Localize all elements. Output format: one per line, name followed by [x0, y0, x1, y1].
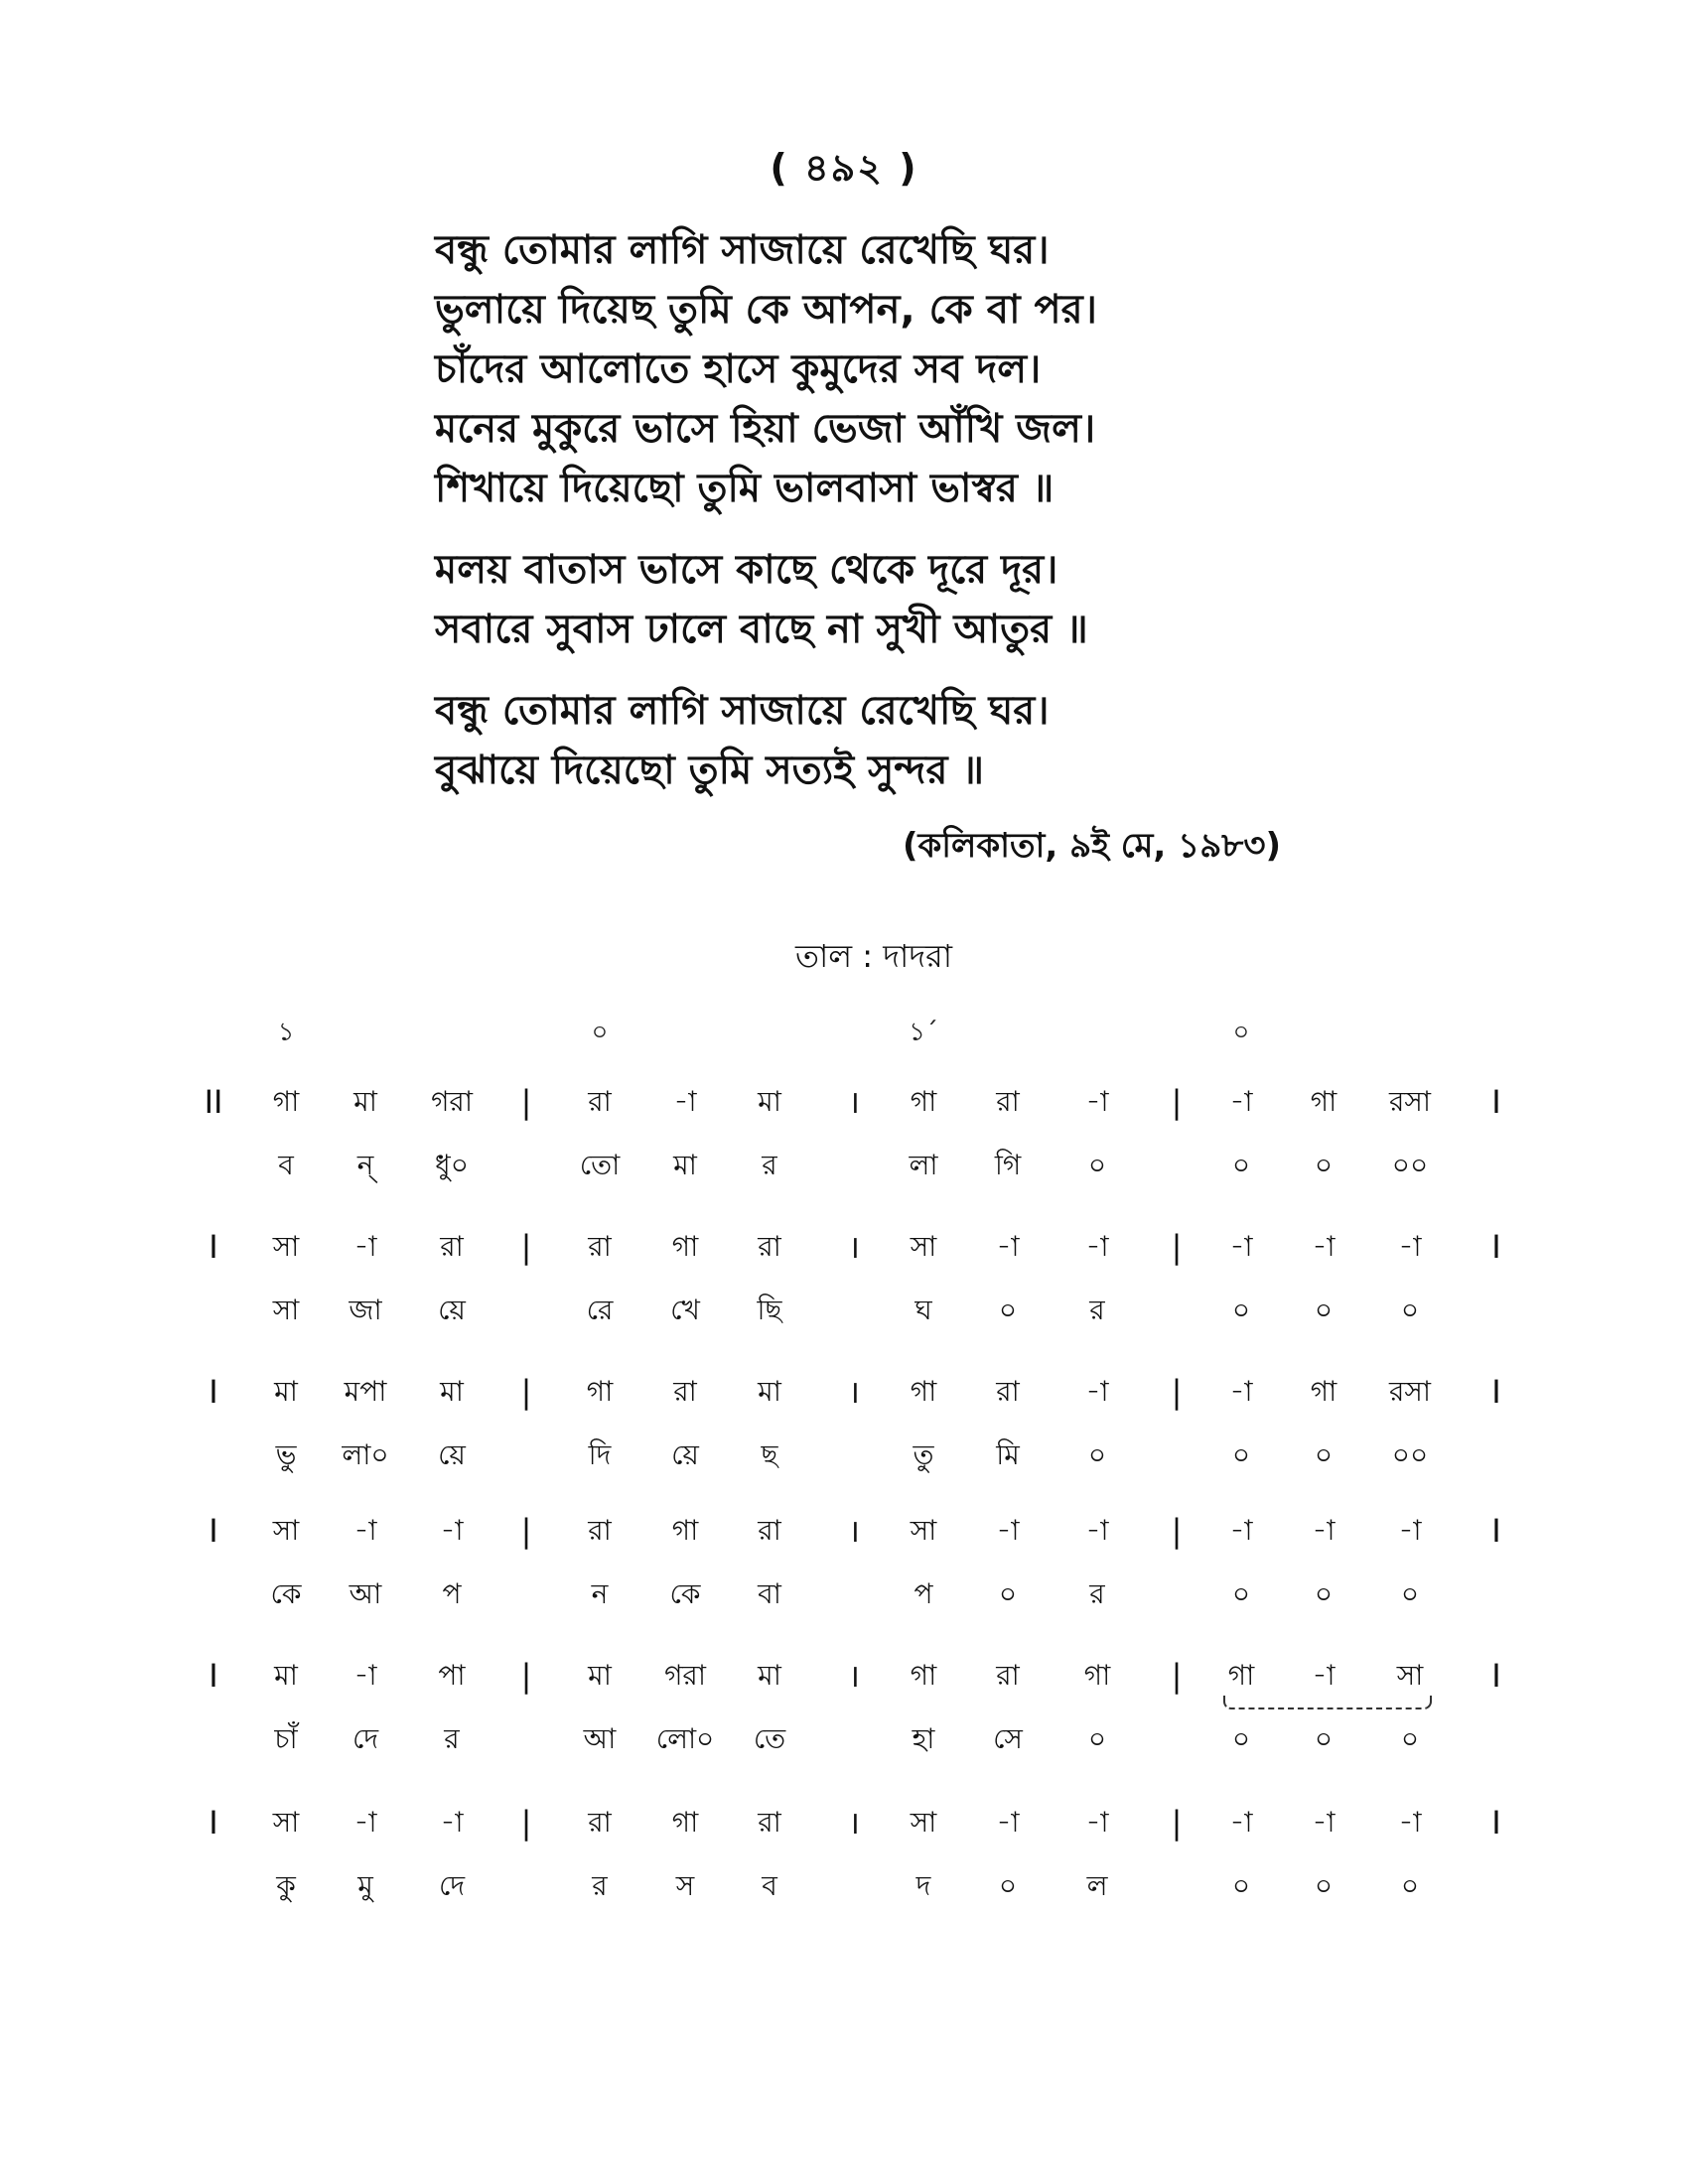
lyric-syllable: ০: [1314, 1149, 1334, 1181]
swara-note: -া: [1085, 1514, 1109, 1547]
swara-note: মা: [440, 1375, 464, 1408]
swara-note: সা: [910, 1230, 937, 1263]
swara-note: -া: [1398, 1806, 1422, 1839]
beat-separator: |: [1171, 1657, 1183, 1695]
swara-note: -া: [353, 1806, 377, 1839]
swara-note: -া: [1085, 1806, 1109, 1839]
swara-note: রসা: [1388, 1085, 1432, 1118]
lyric-syllable: ছি: [757, 1294, 782, 1326]
lyric-syllable: ০: [998, 1294, 1018, 1326]
beat-separator: |: [1171, 1512, 1183, 1550]
swara-note: -া: [1312, 1230, 1336, 1263]
lyric-syllable: মি: [996, 1438, 1020, 1471]
lyric-syllable: র: [444, 1722, 460, 1755]
lyric-syllable: ০০: [1391, 1438, 1429, 1471]
swara-note: সা: [272, 1230, 300, 1263]
lyric-syllable: ধু০: [435, 1149, 469, 1181]
lyric-syllable: ০: [1231, 1869, 1251, 1902]
swara-note: গা: [910, 1375, 937, 1408]
swara-note: মা: [758, 1085, 781, 1118]
beat-separator: ।: [847, 1083, 861, 1121]
swara-note: -া: [1398, 1514, 1422, 1547]
swara-note: সা: [910, 1806, 937, 1839]
lyric-syllable: লো০: [655, 1722, 715, 1755]
lyric-syllable: য়ে: [671, 1438, 699, 1471]
swara-note: গা: [586, 1375, 614, 1408]
swara-note: -া: [1085, 1085, 1109, 1118]
lyric-line: ভুলায়ে দিয়েছ তুমি কে আপন, কে বা পর।: [435, 287, 1097, 333]
swara-note: রা: [996, 1375, 1020, 1408]
swara-note: গা: [272, 1085, 300, 1118]
swara-note: রা: [588, 1806, 612, 1839]
swara-note: গা: [671, 1230, 699, 1263]
beat-separator: ।: [847, 1804, 861, 1842]
lyric-syllable: ন্: [356, 1149, 374, 1181]
lyric-line: বন্ধু তোমার লাগি সাজায়ে রেখেছি ঘর।: [435, 688, 1050, 734]
swara-note: রা: [440, 1230, 464, 1263]
swara-note: -া: [1312, 1806, 1336, 1839]
lyric-syllable: ০: [1400, 1869, 1420, 1902]
lyric-syllable: ০: [1400, 1294, 1420, 1326]
lyric-syllable: ০: [1087, 1149, 1107, 1181]
song-number: ( ৪৯২ ): [770, 146, 918, 190]
lyric-syllable: তো: [579, 1149, 621, 1181]
beat-separator: |: [520, 1083, 532, 1121]
row-end-barline: I: [1491, 1512, 1501, 1550]
lyric-syllable: ছ: [761, 1438, 778, 1471]
lyric-syllable: র: [1089, 1577, 1105, 1610]
swara-note: মা: [758, 1659, 781, 1692]
swara-note: রা: [673, 1375, 697, 1408]
lyric-syllable: ০: [1314, 1869, 1334, 1902]
lyric-syllable: ০: [1087, 1722, 1107, 1755]
swara-note: সা: [272, 1514, 300, 1547]
lyric-syllable: ০: [1314, 1438, 1334, 1471]
row-start-barline: I: [209, 1228, 218, 1266]
swara-note: -া: [1398, 1230, 1422, 1263]
lyric-syllable: ল: [1086, 1869, 1108, 1902]
row-end-barline: I: [1491, 1373, 1501, 1411]
row-end-barline: I: [1491, 1083, 1501, 1121]
swara-note: সা: [910, 1514, 937, 1547]
beat-separator: ।: [847, 1373, 861, 1411]
beat-separator: |: [520, 1804, 532, 1842]
swara-note: সা: [1396, 1659, 1424, 1692]
row-start-barline: I: [209, 1804, 218, 1842]
swara-note: -া: [440, 1806, 464, 1839]
swara-note: রা: [588, 1085, 612, 1118]
swara-note: রা: [588, 1230, 612, 1263]
lyric-syllable: ব: [278, 1149, 294, 1181]
swara-note: রা: [758, 1230, 781, 1263]
lyric-syllable: সা: [272, 1294, 300, 1326]
lyric-syllable: ০: [1231, 1577, 1251, 1610]
lyric-syllable: ০: [1314, 1577, 1334, 1610]
lyric-syllable: কে: [270, 1577, 302, 1610]
row-end-barline: I: [1491, 1657, 1501, 1695]
beat-separator: ।: [847, 1228, 861, 1266]
lyric-syllable: ০: [1231, 1438, 1251, 1471]
tali-mark: ০: [1232, 1018, 1250, 1047]
swara-note: -া: [353, 1230, 377, 1263]
swara-note: -া: [1229, 1230, 1253, 1263]
swara-note: -া: [1229, 1514, 1253, 1547]
lyric-syllable: দি: [588, 1438, 612, 1471]
swara-note: -া: [996, 1230, 1020, 1263]
row-start-barline: II: [204, 1083, 223, 1121]
beat-separator: |: [1171, 1373, 1183, 1411]
swara-note: -া: [1229, 1085, 1253, 1118]
swara-note: গা: [910, 1659, 937, 1692]
tali-mark: ১: [277, 1018, 295, 1047]
beat-separator: ।: [847, 1657, 861, 1695]
lyric-syllable: ঘ: [914, 1294, 932, 1326]
lyric-syllable: মু: [357, 1869, 373, 1902]
lyric-syllable: খে: [670, 1294, 700, 1326]
lyric-syllable: কু: [276, 1869, 296, 1902]
lyric-syllable: স: [675, 1869, 695, 1902]
lyric-syllable: ০: [1231, 1722, 1251, 1755]
lyric-line: বুঝায়ে দিয়েছো তুমি সত্যই সুন্দর ॥: [435, 748, 985, 793]
beat-separator: |: [520, 1228, 532, 1266]
lyric-syllable: প: [914, 1577, 933, 1610]
lyric-line: সবারে সুবাস ঢালে বাছে না সুখী আতুর ॥: [435, 607, 1088, 652]
lyric-syllable: য়ে: [438, 1438, 466, 1471]
swara-note: -া: [673, 1085, 697, 1118]
lyric-syllable: চাঁ: [274, 1722, 298, 1755]
swara-note: গা: [671, 1806, 699, 1839]
swara-note: -া: [1312, 1514, 1336, 1547]
attribution: (কলিকাতা, ৯ই মে, ১৯৮৩): [902, 826, 1281, 866]
lyric-line: বন্ধু তোমার লাগি সাজায়ে রেখেছি ঘর।: [435, 227, 1050, 273]
swara-note: -া: [353, 1514, 377, 1547]
row-end-barline: I: [1491, 1228, 1501, 1266]
lyric-syllable: ০: [998, 1577, 1018, 1610]
lyric-syllable: ০: [1400, 1577, 1420, 1610]
lyric-syllable: র: [1089, 1294, 1105, 1326]
swara-note: রা: [758, 1806, 781, 1839]
row-start-barline: I: [209, 1657, 218, 1695]
swara-note: গা: [1310, 1375, 1337, 1408]
lyric-syllable: লা: [909, 1149, 938, 1181]
lyric-syllable: তে: [753, 1722, 786, 1755]
lyric-syllable: র: [762, 1149, 777, 1181]
tali-mark: ০: [591, 1018, 609, 1047]
lyric-syllable: সে: [993, 1722, 1023, 1755]
lyric-syllable: কে: [669, 1577, 701, 1610]
swara-note: মা: [588, 1659, 612, 1692]
swara-note: পা: [438, 1659, 466, 1692]
row-start-barline: I: [209, 1373, 218, 1411]
swara-note: -া: [353, 1659, 377, 1692]
lyric-syllable: ০: [998, 1869, 1018, 1902]
swara-note: সা: [272, 1806, 300, 1839]
lyric-syllable: ০: [1087, 1438, 1107, 1471]
swara-note: রা: [996, 1085, 1020, 1118]
lyric-syllable: দে: [352, 1722, 379, 1755]
lyric-line: শিখায়ে দিয়েছো তুমি ভালবাসা ভাস্বর ॥: [435, 466, 1055, 511]
lyric-syllable: গি: [994, 1149, 1022, 1181]
swara-note: -া: [1312, 1659, 1336, 1692]
beat-separator: ।: [847, 1512, 861, 1550]
lyric-syllable: জা: [349, 1294, 382, 1326]
swara-note: রা: [996, 1659, 1020, 1692]
lyric-line: চাঁদের আলোতে হাসে কুমুদের সব দল।: [435, 346, 1042, 392]
swara-note: গরা: [431, 1085, 473, 1118]
tali-mark: ১´: [909, 1018, 938, 1047]
lyric-syllable: র: [592, 1869, 608, 1902]
swara-note: গা: [1310, 1085, 1337, 1118]
lyric-syllable: ব: [762, 1869, 777, 1902]
swara-note: -া: [1229, 1375, 1253, 1408]
swara-note: মপা: [344, 1375, 387, 1408]
swara-note: -া: [996, 1514, 1020, 1547]
lyric-syllable: দ: [915, 1869, 931, 1902]
lyric-syllable: বা: [758, 1577, 781, 1610]
swara-note: -া: [1085, 1375, 1109, 1408]
lyric-syllable: ভু: [275, 1438, 297, 1471]
lyric-syllable: ০: [1231, 1149, 1251, 1181]
slur-mark: [1223, 1696, 1432, 1709]
tala-label: তাল : দাদরা: [794, 937, 953, 975]
lyric-syllable: মা: [673, 1149, 697, 1181]
swara-note: -া: [1085, 1230, 1109, 1263]
lyric-syllable: হা: [912, 1722, 935, 1755]
swara-note: -া: [1229, 1806, 1253, 1839]
swara-note: -া: [440, 1514, 464, 1547]
beat-separator: |: [520, 1512, 532, 1550]
swara-note: মা: [274, 1375, 298, 1408]
lyric-syllable: রে: [586, 1294, 614, 1326]
beat-separator: |: [1171, 1083, 1183, 1121]
lyric-line: মনের মুকুরে ভাসে হিয়া ভেজা আঁখি জল।: [435, 406, 1096, 452]
lyric-syllable: ন: [591, 1577, 609, 1610]
swara-note: গা: [910, 1085, 937, 1118]
swara-note: মা: [758, 1375, 781, 1408]
swara-note: রা: [758, 1514, 781, 1547]
lyric-syllable: ০: [1314, 1294, 1334, 1326]
beat-separator: |: [1171, 1228, 1183, 1266]
beat-separator: |: [520, 1657, 532, 1695]
swara-note: গা: [671, 1514, 699, 1547]
row-start-barline: I: [209, 1512, 218, 1550]
lyric-syllable: ০: [1400, 1722, 1420, 1755]
beat-separator: |: [520, 1373, 532, 1411]
lyric-syllable: আ: [349, 1577, 382, 1610]
lyric-syllable: ০: [1231, 1294, 1251, 1326]
swara-note: রসা: [1388, 1375, 1432, 1408]
lyric-syllable: ০০: [1391, 1149, 1429, 1181]
lyric-syllable: আ: [583, 1722, 617, 1755]
lyric-syllable: ০: [1314, 1722, 1334, 1755]
swara-note: গা: [1227, 1659, 1255, 1692]
swara-note: রা: [588, 1514, 612, 1547]
lyric-syllable: দে: [438, 1869, 466, 1902]
swara-note: মা: [353, 1085, 377, 1118]
lyric-syllable: তু: [913, 1438, 934, 1471]
lyric-syllable: য়ে: [438, 1294, 466, 1326]
lyric-syllable: লা০: [342, 1438, 389, 1471]
row-end-barline: I: [1491, 1804, 1501, 1842]
swara-note: -া: [996, 1806, 1020, 1839]
swara-note: মা: [274, 1659, 298, 1692]
beat-separator: |: [1171, 1804, 1183, 1842]
swara-note: গা: [1083, 1659, 1111, 1692]
swara-note: গরা: [664, 1659, 706, 1692]
lyric-line: মলয় বাতাস ভাসে কাছে থেকে দূরে দূর।: [435, 547, 1058, 593]
lyric-syllable: প: [442, 1577, 462, 1610]
